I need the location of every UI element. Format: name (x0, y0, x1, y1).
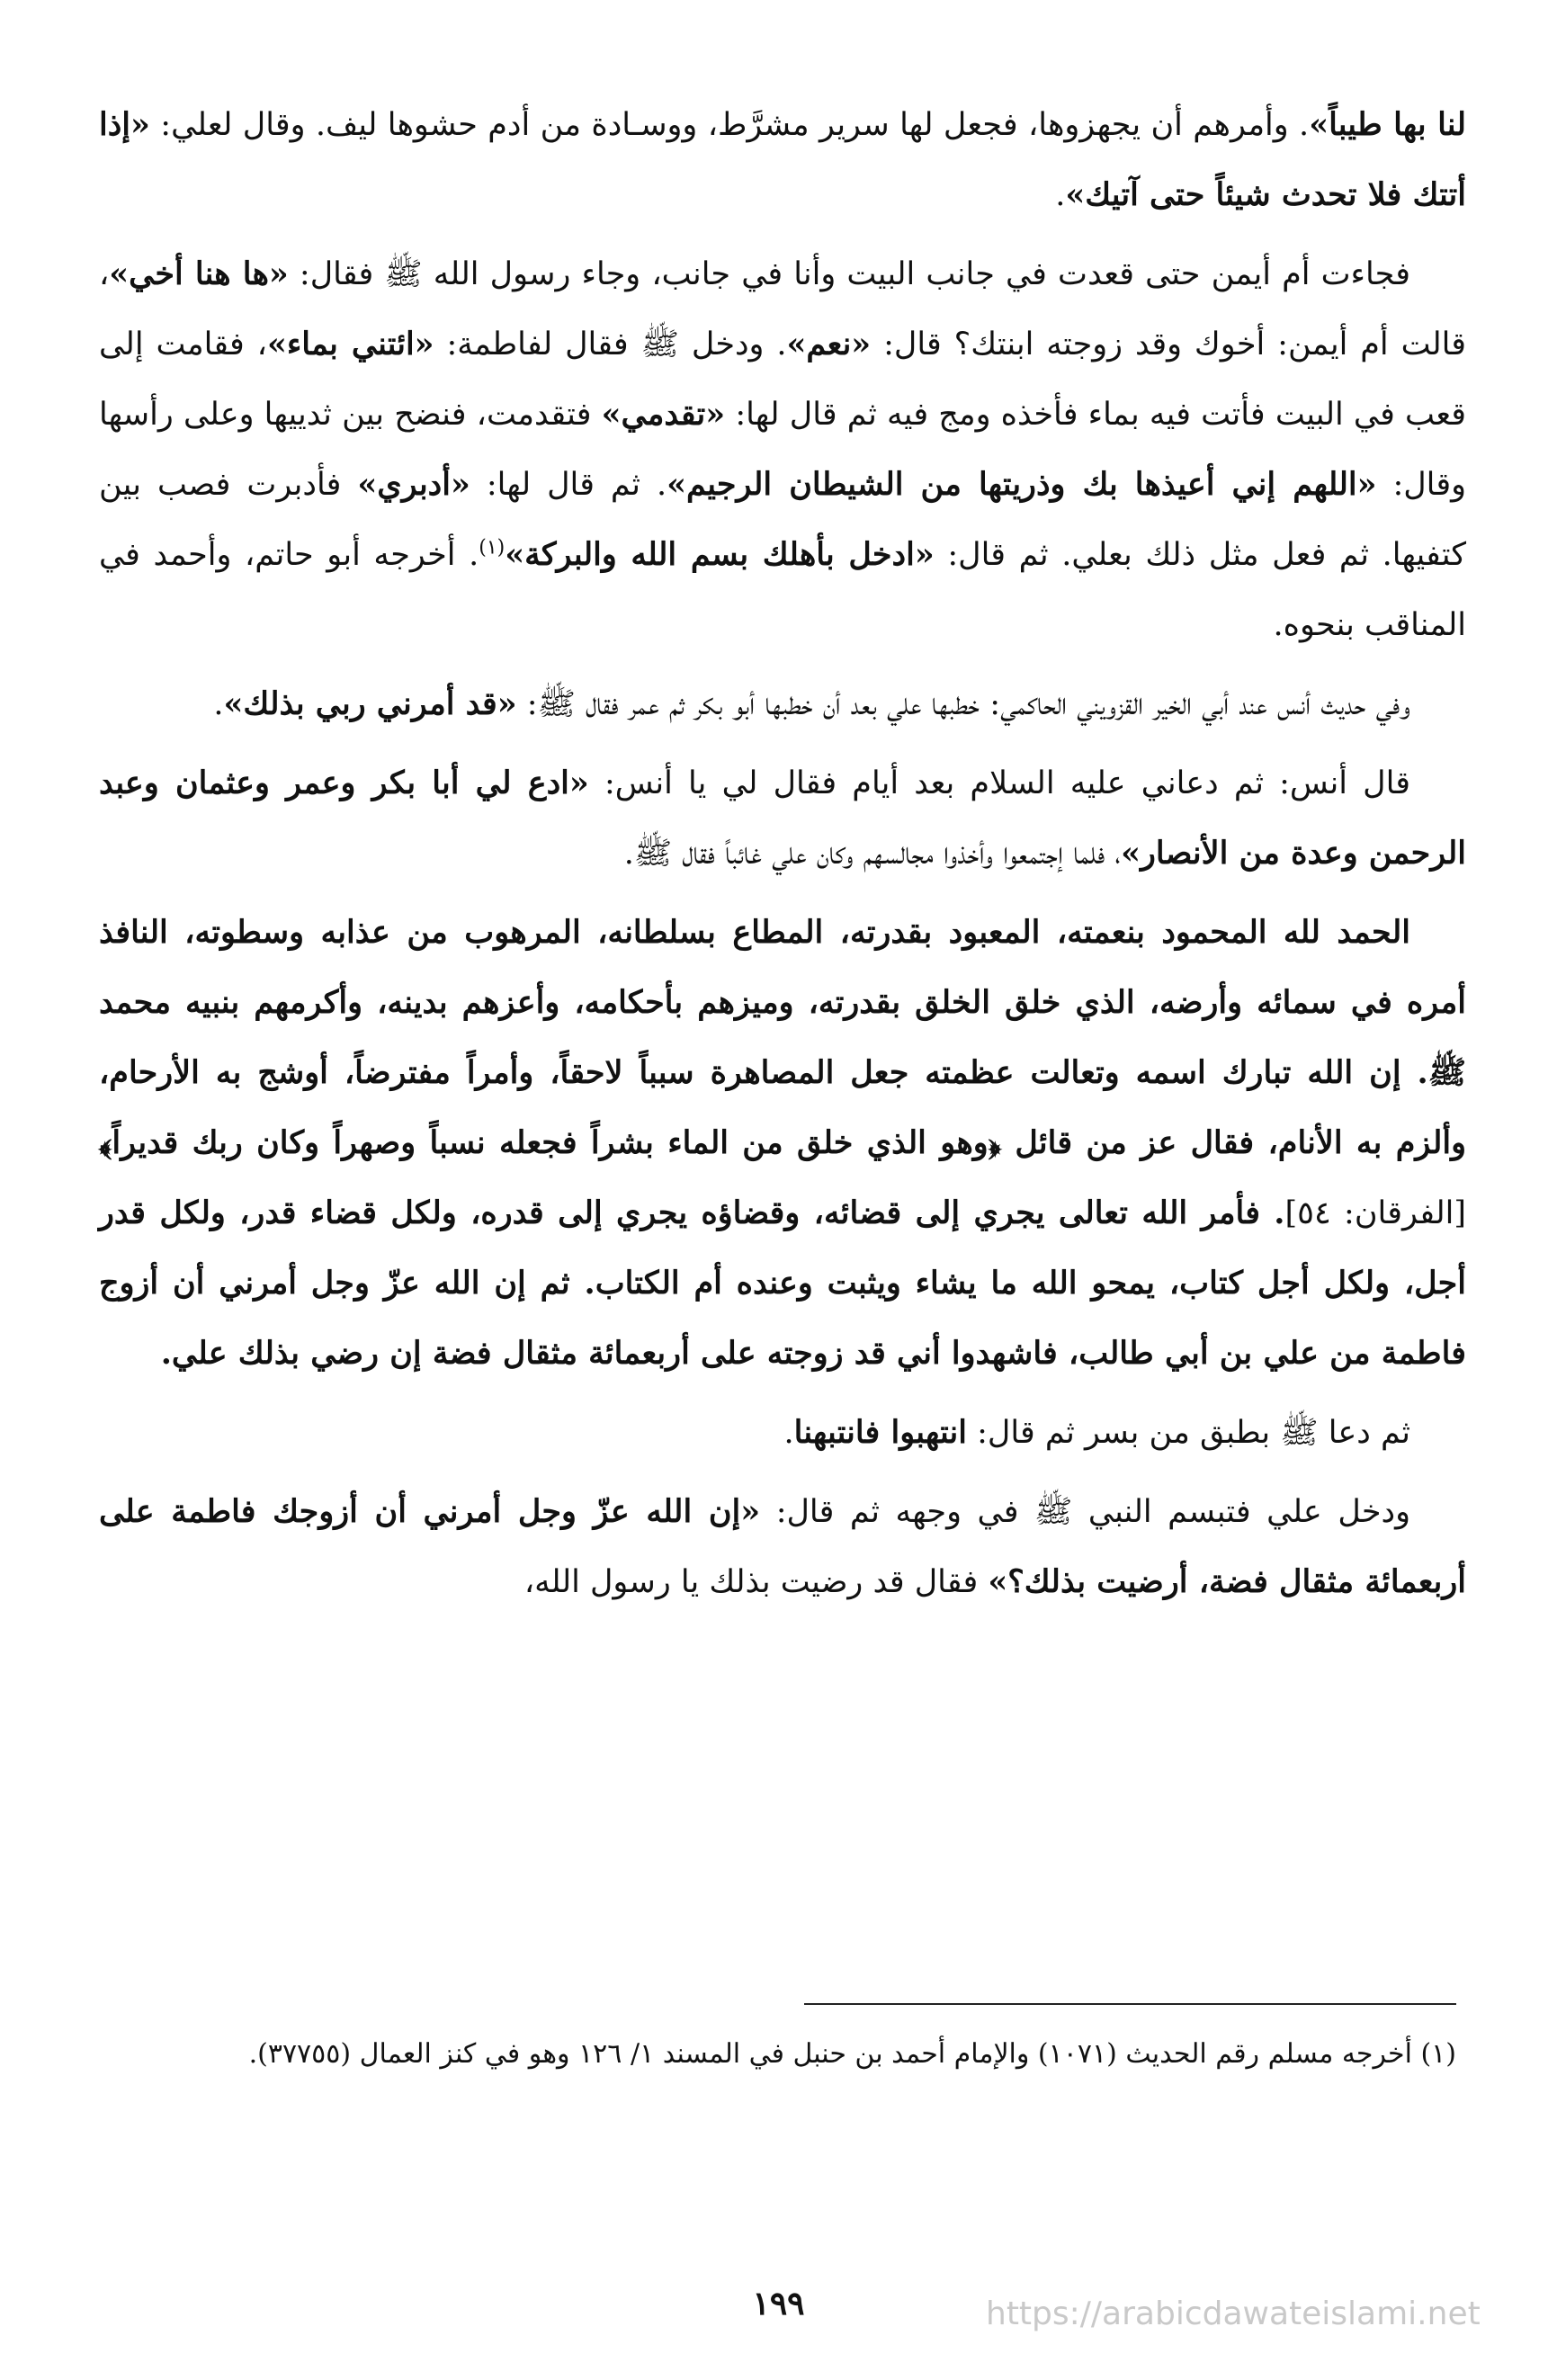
footnote-text: (١) أخرجه مسلم رقم الحديث (١٠٧١) والإمام أحمد بن حنبل في المسند ١/ ١٢٦ وهو في كنز العمال (٣٧٧٥٥). (248, 2038, 1456, 2070)
footnote (89, 2028, 1456, 2080)
quoted-text: انتهبوا فانتبهنا (793, 1414, 968, 1451)
quoted-text: «تقدمي» (601, 396, 726, 433)
body-text: . ودخل ﷺ فقال لفاطمة: (434, 327, 787, 362)
body-text: [الفرقان: ٥٤] (1284, 1195, 1466, 1231)
body-text: . (213, 686, 224, 722)
page-body (99, 90, 1466, 1626)
quoted-text: «ادخل بأهلك بسم الله والبركة» (505, 536, 935, 573)
paragraph (99, 239, 1466, 660)
page-number: ١٩٩ (752, 2285, 805, 2322)
quoted-text: «ادع لي أبا بكر وعمر وعثمان وعبد الرحمن وعدة من الأنصار» (99, 765, 1466, 872)
paragraph (99, 898, 1466, 1389)
watermark-url: https://arabicdawateislami.net (986, 2295, 1481, 2332)
quoted-text: لنا بها طيباً» (1309, 106, 1466, 143)
paragraph (99, 1477, 1466, 1617)
footnote-marker: (١) (479, 536, 506, 559)
body-text: . (783, 1415, 794, 1451)
body-text: ، قالت أم أيمن: أخوك وقد زوجته ابنتك؟ قال: (99, 256, 1466, 362)
body-text: قال أنس: ثم دعاني عليه السلام بعد أيام فقال لي يا أنس: (588, 765, 1410, 801)
quoted-text: «ها هنا أخي» (109, 255, 289, 292)
footnote-divider (804, 2003, 1456, 2005)
body-text: . ثم قال لها: (470, 467, 667, 503)
body-text: ثم دعا ﷺ بطبق من بسر ثم قال: (967, 1415, 1410, 1451)
body-text: ودخل علي فتبسم النبي ﷺ في وجهه ثم قال: (760, 1494, 1410, 1530)
body-text: فتقدمت، فنضح بين ثدييها وعلى رأسها وقال: (99, 397, 1466, 503)
body-text: فأدبرت فصب بين كتفيها. ثم فعل مثل ذلك بعلي. ثم قال: (99, 467, 1466, 573)
body-text: ، فلما إجتمعوا وأخذوا مجالسهم وكان علي غائباً فقال ﷺ. (623, 836, 1122, 872)
quoted-text: «قد أمرني ربي بذلك» (223, 685, 517, 722)
quoted-text: «نعم» (786, 326, 872, 362)
quoted-text: «اللهم إني أعيذها بك وذريتها من الشيطان الرجيم» (667, 466, 1377, 503)
quoted-text: «إذا أتتك فلا تحدث شيئاً حتى آتيك» (99, 106, 1466, 213)
body-text: فجاءت أم أيمن حتى قعدت في جانب البيت وأنا في جانب، وجاء رسول الله ﷺ فقال: (288, 256, 1410, 292)
quoted-text: . فأمر الله تعالى يجري إلى قضائه، وقضاؤه يجري إلى قدره، ولكل قضاء قدر، ولكل قدر أجل، ولكل أجل كتاب، يمحو الله ما يشاء ويثبت وعنده أم الكتاب. ثم إن الله عزّ وجل أمرني أن أزوج فاطمة من علي بن أبي طالب، فاشهدوا أني قد زوجته على أربعمائة مثقال فضة إن رضي بذلك علي. (99, 1194, 1466, 1372)
paragraph (99, 90, 1466, 230)
body-text: . (1055, 177, 1066, 213)
body-text: . وأمرهم أن يجهزوها، فجعل لها سرير مشرَّط، ووسـادة من أدم حشوها ليف. وقال لعلي: (149, 107, 1310, 143)
quoted-text: «أدبري» (357, 466, 470, 503)
paragraph (99, 669, 1466, 739)
quoted-text: الحمد لله المحمود بنعمته، المعبود بقدرته، المطاع بسلطانه، المرهوب من عذابه وسطوته، النافذ أمره في سمائه وأرضه، الذي خلق الخلق بقدرته، وميزهم بأحكامه، وأعزهم بدينه، وأكرمهم بنبيه محمد ﷺ. إن الله تبارك اسمه وتعالت عظمته جعل المصاهرة سبباً لاحقاً، وأمراً مفترضاً، أوشج به الأرحام، وألزم به الأنام، فقال عز من قائل ﴿وهو الذي خلق من الماء بشراً فجعله نسباً وصهراً وكان ربك قديراً﴾ (99, 914, 1466, 1161)
quoted-text: «إن الله عزّ وجل أمرني أن أزوجك فاطمة على أربعمائة مثقال فضة، أرضيت بذلك؟» (99, 1493, 1466, 1600)
body-text: وفي حديث أنس عند أبي الخير القزويني الحاكمي: خطبها علي بعد أن خطبها أبو بكر ثم عمر فقال ﷺ: (516, 686, 1410, 722)
body-text: فقال قد رضيت بذلك يا رسول الله، (523, 1564, 989, 1600)
body-text: . أخرجه أبو حاتم، وأحمد في المناقب بنحوه. (99, 537, 1466, 643)
paragraph (99, 748, 1466, 889)
quoted-text: «ائتني بماء» (266, 326, 434, 362)
paragraph (99, 1398, 1466, 1468)
body-text: ، فقامت إلى قعب في البيت فأتت فيه بماء فأخذه ومج فيه ثم قال لها: (99, 327, 1466, 433)
